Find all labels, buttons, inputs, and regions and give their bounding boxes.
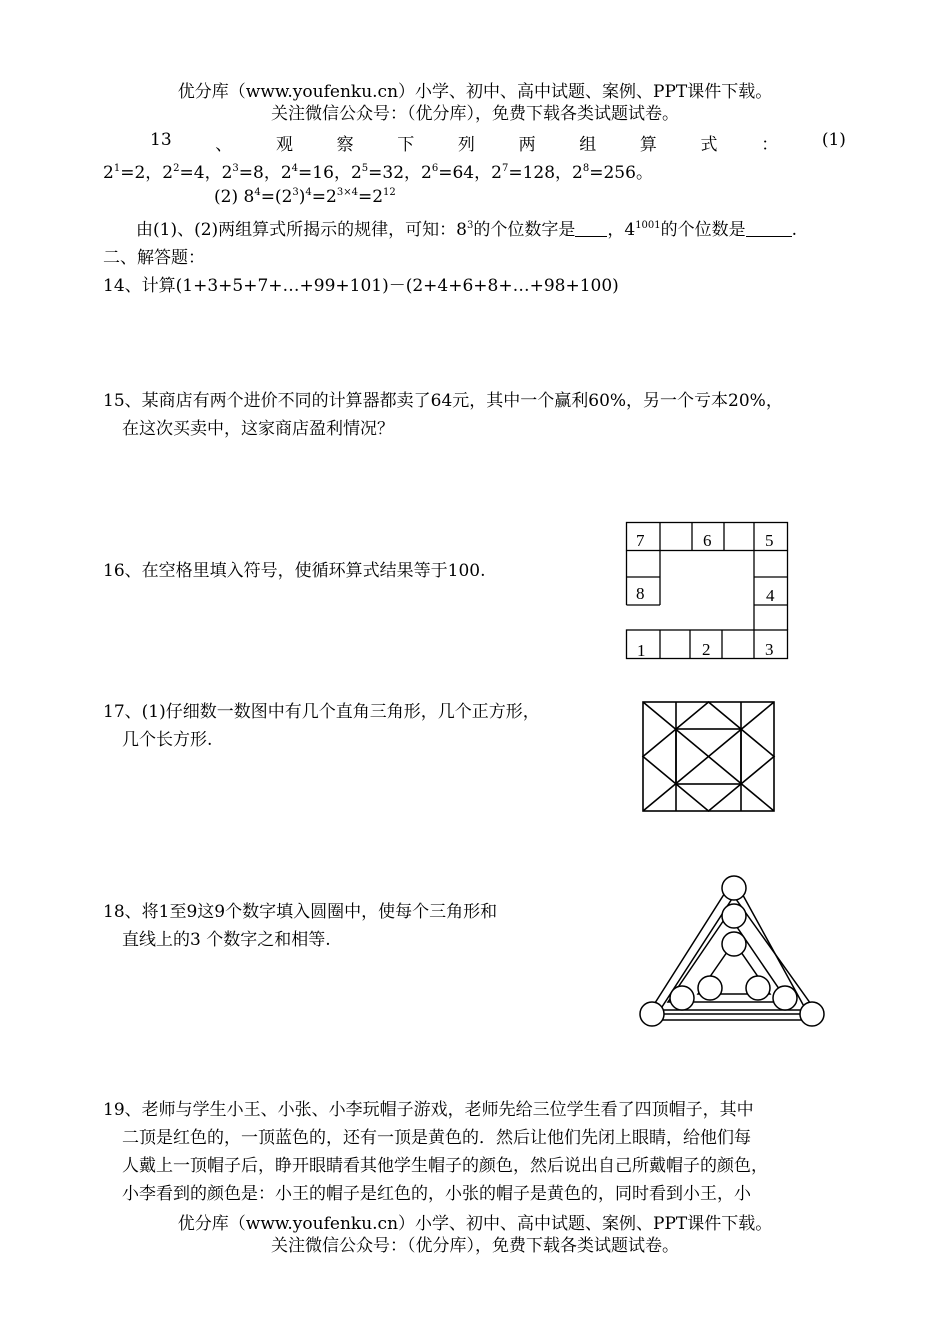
q13-powers-line: $2^1=2$，$2^2=4$，$2^3=8$，$2^4=16$，$2^5=32$，$2^6=64$，$2^7=128$，$2^8=256$。 xyxy=(103,163,653,183)
power-item: $2^6=64$ xyxy=(421,163,475,183)
q17-line-2: 几个长方形. xyxy=(122,730,213,750)
q13-token: 察 xyxy=(336,135,354,155)
q19-line-4: 小李看到的颜色是：小王的帽子是红色的，小张的帽子是黄色的，同时看到小王，小 xyxy=(122,1184,751,1204)
q13-token: 组 xyxy=(579,135,597,155)
grid-number-7: 7 xyxy=(636,531,645,550)
grid-number-6: 6 xyxy=(703,531,712,550)
power-item: $2^4=16$ xyxy=(280,163,334,183)
q13-token: 13 xyxy=(150,130,172,150)
q13-question: 由(1)、(2)两组算式所揭示的规律，可知：$8^3$的个位数字是 ，$4^{1001}$的个位数是 . xyxy=(136,220,798,240)
q15-line-1: 15、某商店有两个进价不同的计算器都卖了64元，其中一个赢利60%，另一个亏本20%， xyxy=(103,391,783,411)
q13-token: (1) xyxy=(821,130,846,150)
q16-text: 16、在空格里填入符号，使循环算式结果等于100. xyxy=(103,561,486,581)
answer-blank-1[interactable] xyxy=(575,220,607,237)
power-item: $2^8=256$ xyxy=(572,163,636,183)
q14-text: 14、计算(1+3+5+7+…+99+101)－(2+4+6+8+…+98+100) xyxy=(103,276,619,296)
number-circle[interactable] xyxy=(670,986,694,1010)
power-item: $2^7=128$ xyxy=(491,163,556,183)
number-circle[interactable] xyxy=(698,976,722,1000)
q18-triangle-figure xyxy=(638,874,828,1029)
q18-line-2: 直线上的3 个数字之和相等. xyxy=(122,930,331,950)
number-circle[interactable] xyxy=(722,876,746,900)
q13-token: 列 xyxy=(457,135,475,155)
q13-token: 下 xyxy=(397,135,415,155)
q19-line-3: 人戴上一顶帽子后，睁开眼睛看其他学生帽子的颜色，然后说出自己所戴帽子的颜色， xyxy=(122,1156,768,1176)
footer-line-2: 关注微信公众号：（优分库），免费下载各类试题试卷。 xyxy=(271,1236,679,1256)
q18-line-1: 18、将1至9这9个数字填入圆圈中，使每个三角形和 xyxy=(103,902,498,922)
grid-number-1: 1 xyxy=(637,641,646,660)
power-item: $2^5=32$ xyxy=(350,163,405,183)
q13-token: 观 xyxy=(275,135,293,155)
footer-line-1: 优分库（www.youfenku.cn）小学、初中、高中试题、案例、PPT课件下载。 xyxy=(177,1214,773,1234)
number-circle[interactable] xyxy=(640,1002,664,1026)
q13-example-2: (2) $8^4=(2^3)^4=2^{3\times 4}=2^{12}$ xyxy=(214,187,396,207)
q17-geometry-figure xyxy=(642,701,776,813)
grid-number-2: 2 xyxy=(702,640,711,659)
q17-line-1: 17、(1)仔细数一数图中有几个直角三角形，几个正方形， xyxy=(103,702,540,722)
q15-line-2: 在这次买卖中，这家商店盈利情况？ xyxy=(122,419,394,439)
header-line-2: 关注微信公众号：（优分库），免费下载各类试题试卷。 xyxy=(271,104,679,124)
number-circle[interactable] xyxy=(773,986,797,1010)
q13-intro-line xyxy=(150,130,846,155)
number-circle[interactable] xyxy=(800,1002,824,1026)
q13-token: 式 xyxy=(700,135,718,155)
power-item: $2^3=8$ xyxy=(221,163,264,183)
grid-number-5: 5 xyxy=(765,531,774,550)
answer-blank-2[interactable] xyxy=(746,220,792,237)
q19-line-1: 19、老师与学生小王、小张、小李玩帽子游戏，老师先给三位学生看了四顶帽子，其中 xyxy=(103,1100,754,1120)
power-item: $2^1=2$ xyxy=(103,163,146,183)
q13-token: 两 xyxy=(518,135,536,155)
power-item: $2^2=4$ xyxy=(162,163,205,183)
q19-line-2: 二顶是红色的，一顶蓝色的，还有一顶是黄色的．然后让他们先闭上眼睛，给他们每 xyxy=(122,1128,751,1148)
number-circle[interactable] xyxy=(746,976,770,1000)
q13-token: 、 xyxy=(215,135,233,155)
number-circle[interactable] xyxy=(722,932,746,956)
grid-number-8: 8 xyxy=(636,584,645,603)
number-circle[interactable] xyxy=(722,904,746,928)
q13-token: ： xyxy=(761,135,779,155)
grid-number-3: 3 xyxy=(765,640,774,659)
q16-cycle-grid xyxy=(626,522,788,659)
q13-token: 算 xyxy=(639,135,657,155)
header-line-1: 优分库（www.youfenku.cn）小学、初中、高中试题、案例、PPT课件下载。 xyxy=(177,82,773,102)
grid-number-4: 4 xyxy=(766,586,775,605)
section-heading: 二、解答题： xyxy=(103,248,205,268)
